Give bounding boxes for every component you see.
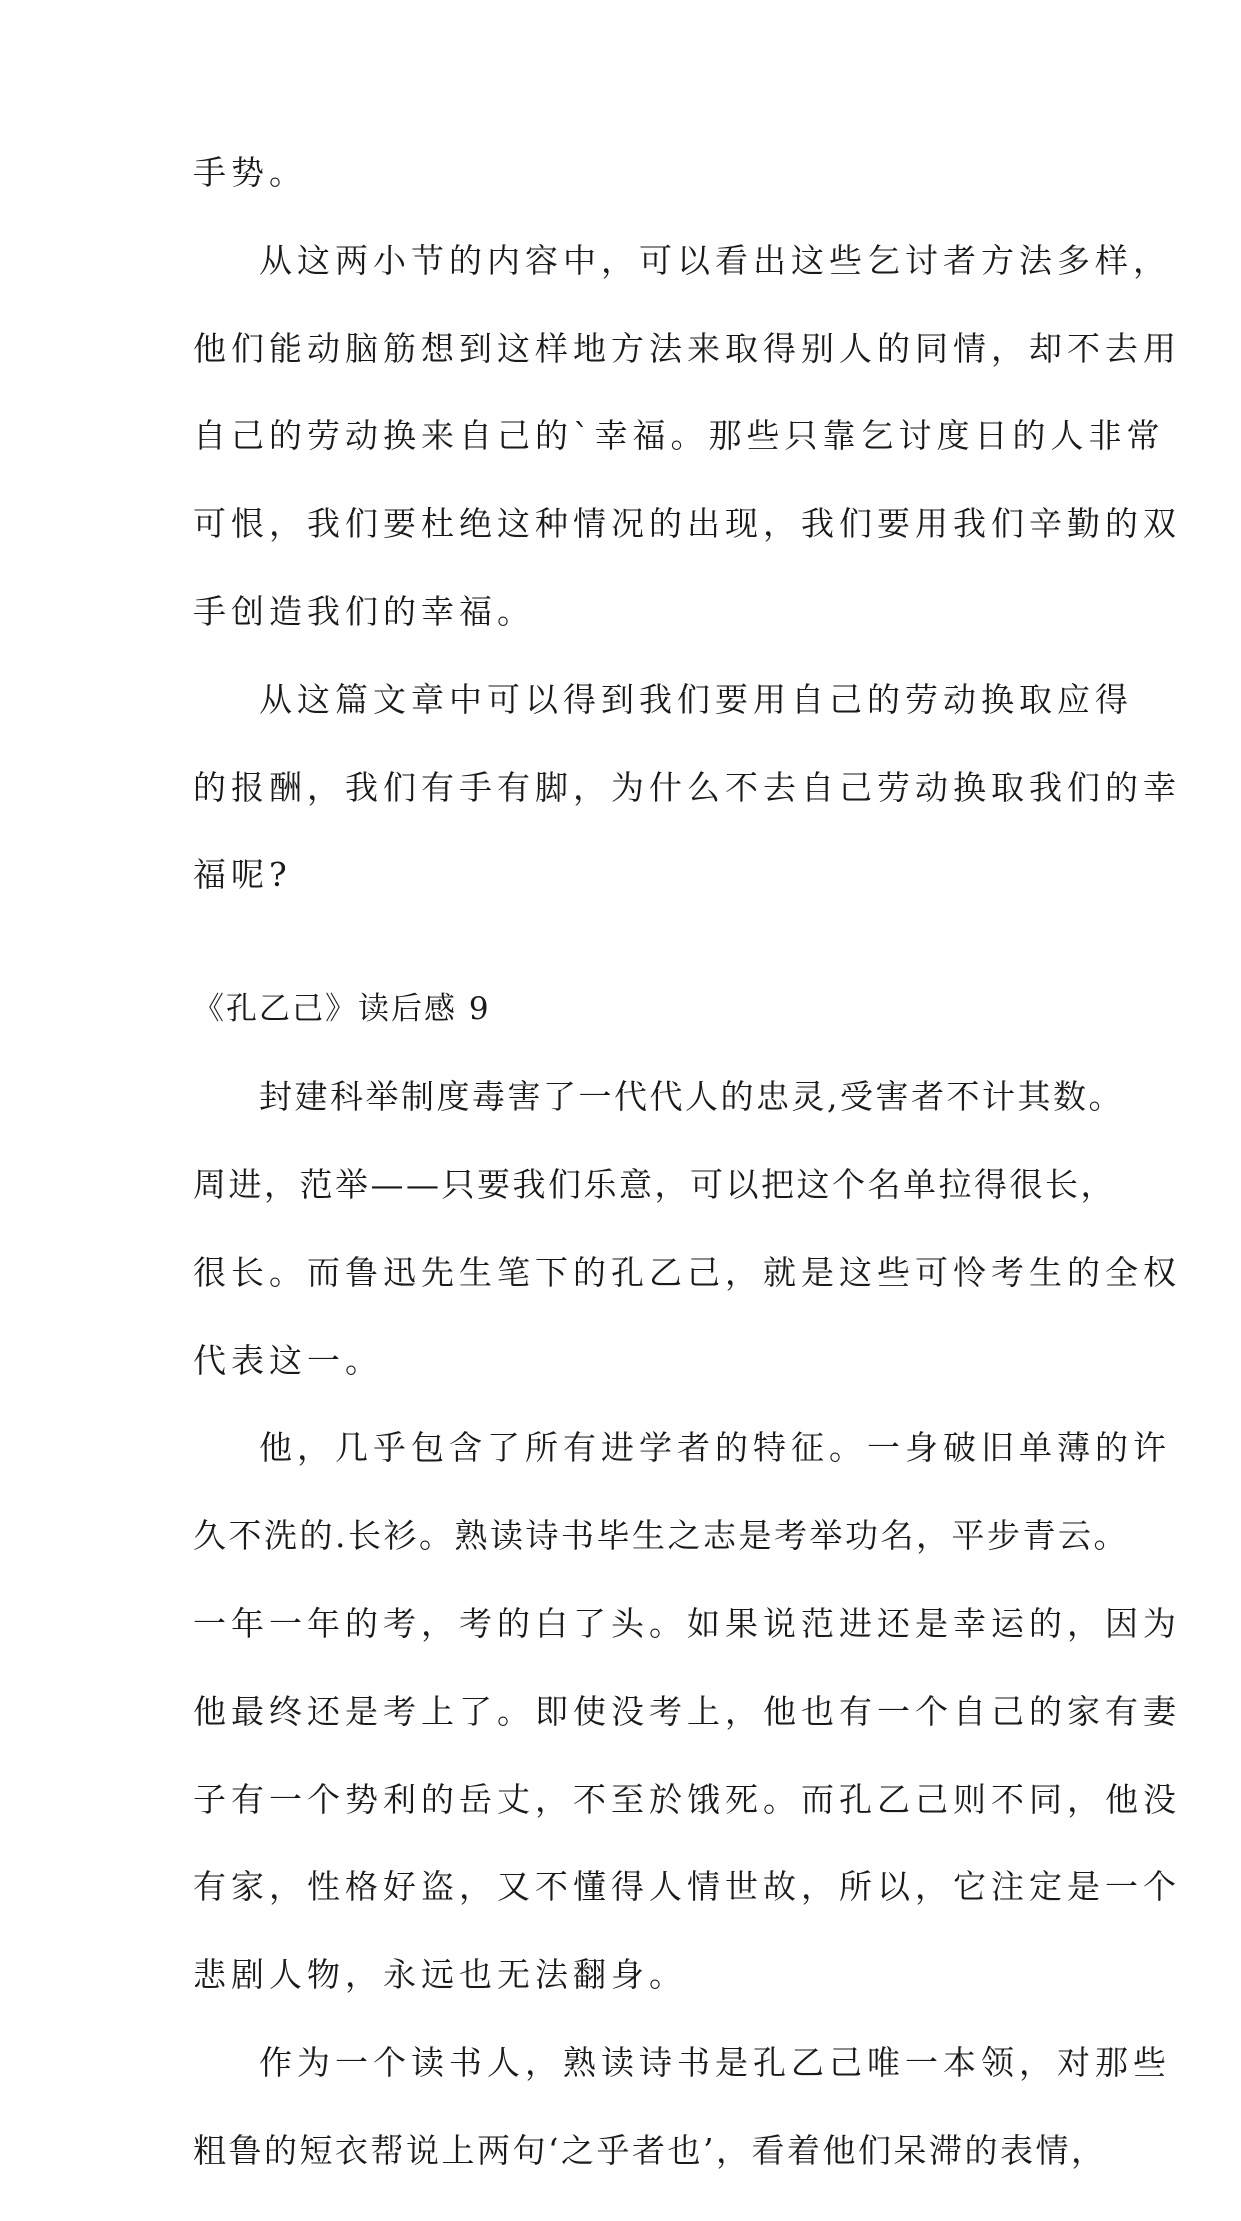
text-line: 周进，范举——只要我们乐意，可以把这个名单拉得很长，	[193, 1164, 1116, 1204]
page-content	[193, 153, 1181, 2221]
text-line: 子有一个势利的岳丈，不至於饿死。而孔乙己则不同，他没	[193, 1779, 1181, 1819]
paragraph-start-line: 作为一个读书人，熟读诗书是孔乙己唯一本领，对那些	[259, 2042, 1171, 2082]
text-line: 代表这一。	[193, 1340, 383, 1380]
text-line: 他最终还是考上了。即使没考上，他也有一个自己的家有妻	[193, 1691, 1181, 1731]
text-line: 有家，性格好盗，又不懂得人情世故，所以，它注定是一个	[193, 1867, 1181, 1907]
text-line: 自己的劳动换来自己的`幸福。那些只靠乞讨度日的人非常	[193, 416, 1165, 456]
text-line: 悲剧人物，永远也无法翻身。	[193, 1955, 687, 1995]
text-line: 手势。	[193, 153, 307, 192]
text-line: 久不洗的.长衫。熟读诗书毕生之志是考举功名，平步青云。	[193, 1516, 1129, 1556]
paragraph-start-line: 从这篇文章中可以得到我们要用自己的劳动换取应得	[259, 679, 1133, 719]
article-title: 《孔乙己》读后感 9	[193, 991, 491, 1028]
text-line: 手创造我们的幸福。	[193, 591, 535, 631]
text-line: 可恨，我们要杜绝这种情况的出现，我们要用我们辛勤的双	[193, 504, 1181, 544]
text-line: 一年一年的考，考的白了头。如果说范进还是幸运的，因为	[193, 1603, 1181, 1643]
text-line: 的报酬，我们有手有脚，为什么不去自己劳动换取我们的幸	[193, 767, 1181, 807]
text-line: 很长。而鲁迅先生笔下的孔乙己，就是这些可怜考生的全权	[193, 1252, 1181, 1292]
paragraph-start-line: 封建科举制度毒害了一代代人的忠灵,受害者不计其数。	[259, 1077, 1124, 1117]
text-line: 粗鲁的短衣帮说上两句‘之乎者也’，看着他们呆滞的表情，	[193, 2130, 1107, 2170]
text-line: 福呢?	[193, 855, 292, 895]
paragraph-start-line: 他，几乎包含了所有进学者的特征。一身破旧单薄的许	[259, 1428, 1171, 1468]
text-line: 他们能动脑筋想到这样地方法来取得别人的同情，却不去用	[193, 328, 1181, 368]
paragraph-start-line: 从这两小节的内容中，可以看出这些乞讨者方法多样，	[259, 240, 1171, 280]
